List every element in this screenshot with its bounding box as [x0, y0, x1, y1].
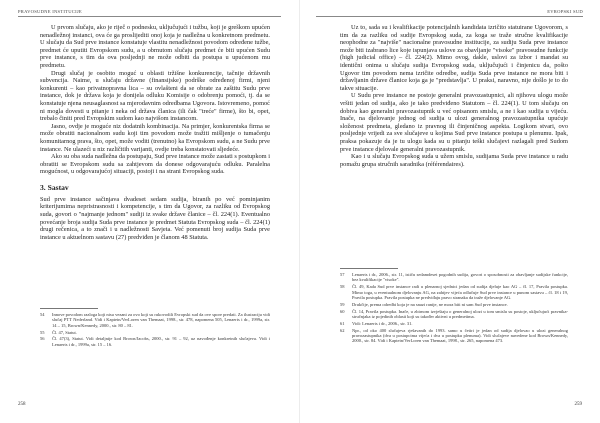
footnote-number: 58 — [340, 284, 345, 290]
footnote-text: Čl. 47, Statut. — [52, 329, 77, 335]
header-rule-right — [316, 16, 583, 17]
footnote-number: 59 — [340, 301, 345, 307]
footnote-number: 61 — [340, 320, 345, 326]
footnote — [340, 302, 568, 307]
page-number-left: 258 — [18, 402, 26, 407]
footnote-number: 60 — [340, 308, 345, 314]
footnote-number: 62 — [340, 327, 345, 333]
footnote-number: 54 — [40, 312, 45, 317]
footnote-text: Npr., od oko 400 slučajeva rješavanih do 1993. samo u četiri je jedan od sudija djelovao u ulozi generalnog pravozastupnika (dva u postupcima vijeća i dva u postupku plenuma). Vidi slučajeve navedene kod Brown/Kennedy, 2000., str. 84. Vidi i Kaptein/VerLoren van Themaat, 1998., str. 265, napomena 473. — [352, 327, 568, 344]
footnotes-left — [40, 308, 270, 349]
footnote-number: 55 — [40, 329, 45, 335]
footnote — [340, 272, 568, 283]
running-head-right: EVROPSKI SUD — [547, 9, 583, 14]
footnote-text: Innove povodom razloga koji nisu vezani za ovo koji su rukovodili Evropski sud da ove spore predati. Za ilustraciju vidi slučaj PTT Nederland. Vidi i Kaptein/VerLoren van Themaat, 1998., str. 478, napomena 505, Lenaerts i dr., 1999a, str. 14 – 15, Brown/Kennedy, 2000., str. 80 – 81. — [52, 312, 270, 328]
footnote — [340, 328, 568, 344]
paragraph: Sud prve instance sačinjava dvadeset sedam sudija, biranih po već pominjanim kriterijumima nepristrasnosti i kompetencije, s tim da Ugovor, za razliku od Evropskog suda, govori o "najmanje jednom" sudiji iz svake države članice – čl. 224(1). Eventualno povećanje broja sudija Suda prve instance je predmet Statuta Evropskog suda – čl. 224(1) drugi rečenica, a to znači i u nadležnosti Savjeta. Već pomenuti broj sudija Suda prve instance u aktuelnom sastavu (27) predviđen je članom 48 Statuta. — [40, 195, 270, 241]
footnote — [40, 312, 270, 328]
left-body-text — [40, 24, 270, 241]
paragraph: U Sudu prve instance ne postoje generalni pravozastupnici, ali njihovu ulogu može vršiti jedan od sudija, ako je tako predviđeno Statutom – čl. 224(1). U tom slučaju on dobiva kao generalni pravozastupnik u već opisanom smislu, a ne i kao sudija u vijeću. Inače, na djelovanje jednog od sudija u ulozi generalnog pravozastupnika upućuje složenost predmeta, gledano iz pravnog ili činjeničnog aspekta. Logikom stvari, ovo posljednje vrijedi za sve slučajeve u kojima Sud prve instance postupa u plenumu. Ipak, praksa pokazuje da je tu ulogu kada su u pitanju teški slučajevi razlagali pred Sudom prve instance djelovale generalni pravozastupnik. — [340, 92, 568, 153]
paragraph: Uz to, sada su i kvalifikacije potencijalnih kandidata izričito statuirane Ugovorom, s tim da za razliku od sudije Evropskog suda, za koga se traže stručne kvalifikacije neophodne za "najviše" nacionalne pravosudne institucije, za sudiju Suda prve instance može biti izabrano lice koje ispunjava uslove za obavljanje "visoke" pravosudne funkcije (high judicial office) – čl. 224(2). Mimo ovog, dakle, uslovi za izbor i mandat su identični onima u slučaju sudija Evropskog suda, uključujući i činjenicu da, pošto Ugovor tim povodom nema izričite odredbe, sudija Suda prve instance ne mora biti i državljanin države članice koja ga je "predstavlja". U praksi, naravno, nije došlo je to do takve situacije. — [340, 24, 568, 92]
footnote-rule — [40, 308, 98, 309]
footnote-number: 57 — [340, 272, 345, 277]
footnote — [40, 336, 270, 347]
footnote — [340, 284, 568, 300]
header-rule-left — [18, 16, 281, 17]
page-number-right: 259 — [574, 402, 582, 407]
footnotes-right — [340, 268, 568, 345]
footnote-text: Drukčije, prema odredbi koja je na snazi ranije, ne mora biti ni sam Sud prve instance. — [352, 301, 508, 307]
footnote — [340, 309, 568, 320]
right-page — [300, 0, 600, 423]
footnote-text: Čl. 49, Kada Sud prve instance radi u plenarnoj sjednici jedan od sudija djeluje kao AG – čl. 17, Pravila postupka. Mimo toga, u eventualnom djelovanju AG, na zahtjev vijeća odlučuje Sud prve instance u punom sastavu – čl. 18 i 19, Pravila postupka. Pravila postupka ne predviđaju pravo stranaka da traže djelovanje AG. — [352, 284, 568, 301]
paragraph: Kao i u slučaju Evropskog suda u užem smislu, sudijama Suda prve instance u radu pomažu grupa stručnih saradnika (référendaires). — [340, 153, 568, 168]
running-head-left: PRAVOSUDNE INSTITUCIJE — [18, 9, 82, 14]
right-body-text — [340, 24, 568, 168]
section-title: 3. Sastav — [40, 182, 69, 192]
footnote-rule — [340, 268, 398, 269]
paragraph: Drugi slučaj je osobito moguć u oblasti tržišne konkurencije, tačnije državnih subvencija. Naime, u slučaju državne (finansijske) podrške određenoj firmi, njeni konkurenti – kao privatnopravna lica – su ovlašteni da se obrate za zaštitu Sudu prve instance, dok je država koja je donijela odluku Komisije o odobrenju pomoći, tj. da se konstatuje njena neusaglasnost sa mjerodavnim odredbama Ugovora. Istovremeno, pomoć ni mogla dovesti u pitanje i neka od država članica (ili čak "treće" firme), što bi, opet, trebalo činiti pred Evropskim sudom kao najvišom instancom. — [40, 69, 270, 123]
footnote-text: Vidi: Lenaerts i dr., 2006., str. 31. — [352, 320, 413, 326]
paragraph: Jasno, ovdje je moguće niz dodatnih kombinacija. Na primjer, konkurentska firma se može obratiti nacionalnom sudu koji tim povodom može tražiti mišljenje o tumačenju komunitarnog prava, što, opet, može voditi (trenutno) ka Evropskom sudu, a ne Sudu prve instance. Ne ulazeći u niz različitih varijanti, ovdje treba konstatovati sljedeće. — [40, 122, 270, 153]
footnote-text: Čl. 47(3), Statut. Vidi detaljnije kod Brown/Jacobs, 2000., str. 91 – 92, uz navođenje konkretnih slučajeva. Vidi i Lenaerts i dr., 1999a, str. 15 – 16. — [52, 336, 270, 347]
footnote-text: Lenaerts i dr., 2006., str. 11, ističu sedamdeset pogodnih sudija, govori o sposobnosti za obavljanje sudijske funkcije, bez kvalifikacije "visoke". — [352, 272, 568, 283]
footnote — [340, 321, 568, 326]
footnote-text: Čl. 14, Pravila postupka. Inače, u zbirnom izvještaju o generalnoj ulozi u tom smislu su postoje, uključujući pravnika-stručnjaka iz pojedinih oblasti koji su također aktivni u predmetima. — [352, 308, 568, 320]
paragraph: U prvom slučaju, ako je riječ o podnesku, uključujući i tužbu, koji je greškom upućen nenadležnoj instanci, ova će ga proslijediti onoj koja je nadležna u konkretnom predmetu. U slučaju da Sud prve instance konstatuje vlastitu nenadležnost povodom određene tužbe, predmet će uputiti Evropskom sudu, a u obrnutom slučaju predmet će biti upućen Sudu prve instance, s tim da ova posljednji ne može odbiti da postupa u upućenom mu predmetu. — [40, 24, 270, 69]
footnote-number: 56 — [40, 336, 45, 342]
paragraph: Ako su oba suda nadležna da postupaju, Sud prve instance može zastati s postupkom i obratiti se Evropskom sudu sa zahtjevom da donese odgovarajuću odluku. Paralelna mogućnost, u odgovarajućoj situaciji, postoji i na strani Evropskog suda. — [40, 153, 270, 176]
footnote — [40, 330, 270, 335]
